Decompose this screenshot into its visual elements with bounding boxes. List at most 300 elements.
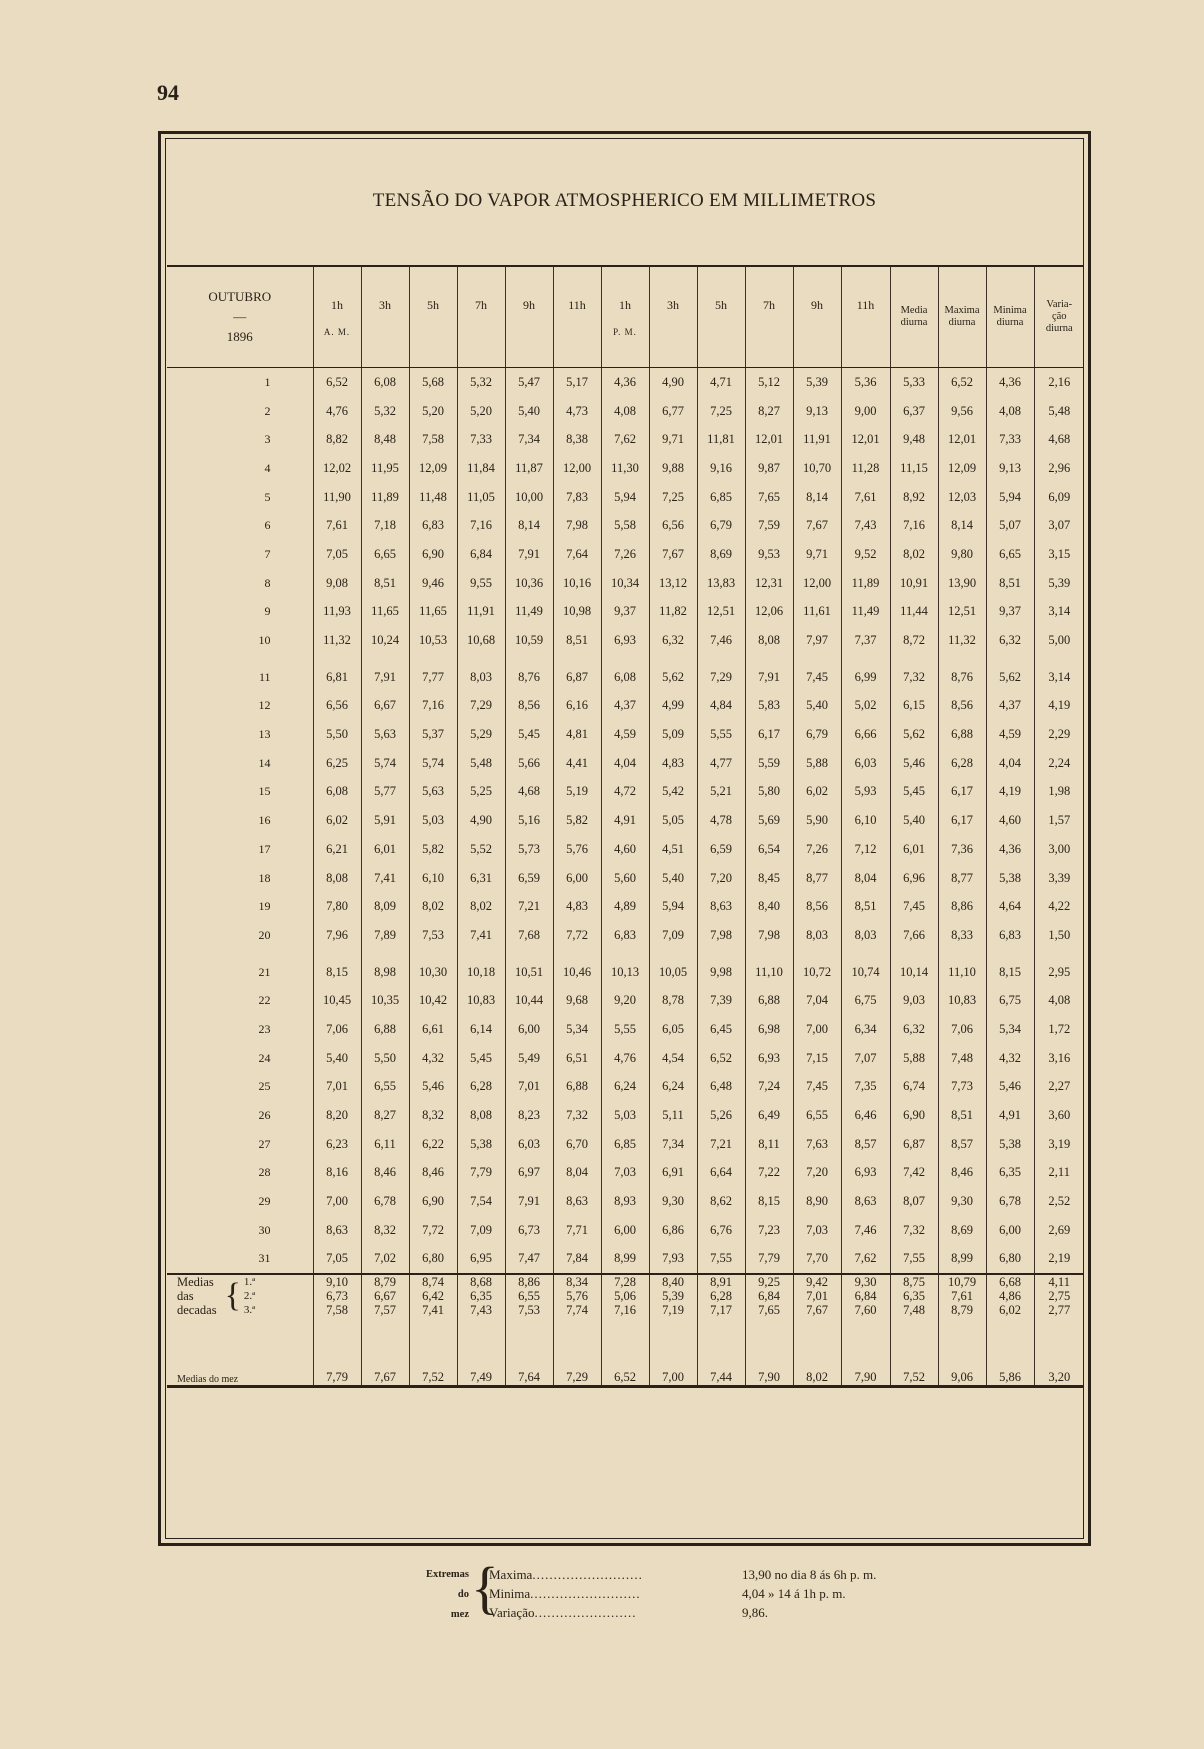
table-row	[167, 569, 1084, 598]
table-row	[167, 1187, 1084, 1216]
table-cell: 7,41	[457, 921, 505, 950]
table-cell: 4,83	[553, 892, 601, 921]
table-cell: 9,16	[697, 454, 745, 483]
table-cell: 7,80	[313, 892, 361, 921]
table-cell: 7,58	[409, 425, 457, 454]
header-variacao-diurna: Varia- ção diurna	[1034, 266, 1084, 368]
decada-value: 8,86	[518, 1275, 540, 1290]
decada-value: 6,67	[374, 1289, 396, 1304]
table-cell: 7,18	[361, 511, 409, 540]
table-cell: 6,98	[745, 1015, 793, 1044]
table-cell: 7,98	[553, 511, 601, 540]
decada-value: 9,25	[758, 1275, 780, 1290]
table-row	[167, 692, 1084, 721]
table-cell: 7,97	[793, 626, 841, 655]
table-cell: 7,70	[793, 1245, 841, 1275]
table-cell: 8,93	[601, 1187, 649, 1216]
table-cell: 5,26	[697, 1101, 745, 1130]
table-cell: 7,01	[313, 1073, 361, 1102]
table-cell: 6,23	[313, 1130, 361, 1159]
table-cell: 5,55	[601, 1015, 649, 1044]
table-cell: 7,72	[409, 1216, 457, 1245]
table-cell: 6,00	[986, 1216, 1034, 1245]
table-cell: 7,37	[841, 626, 890, 655]
mez-value: 7,64	[505, 1337, 553, 1387]
table-cell: 5,50	[313, 720, 361, 749]
decada-value: 9,30	[854, 1275, 877, 1290]
table-cell: 11,30	[601, 454, 649, 483]
table-cell: 6,16	[553, 692, 601, 721]
table-cell: 7,21	[505, 892, 553, 921]
spacer-cell	[841, 950, 890, 958]
table-cell: 6,75	[841, 986, 890, 1015]
extremas-values: 13,90 no dia 8 ás 6h p. m. 4,04 » 14 á 1h p. m. 9,86.	[742, 1567, 877, 1620]
decada-value: 8,91	[710, 1275, 732, 1290]
spacer-cell	[697, 950, 745, 958]
table-cell: 5,80	[745, 778, 793, 807]
table-cell: 11,65	[361, 598, 409, 627]
table-cell: 5,46	[409, 1073, 457, 1102]
table-cell: 6,83	[601, 921, 649, 950]
table-cell: 8,48	[361, 425, 409, 454]
table-cell: 10,59	[505, 626, 553, 655]
table-cell: 7,33	[457, 425, 505, 454]
table-cell: 7,02	[361, 1245, 409, 1275]
table-cell: 11,91	[457, 598, 505, 627]
table-cell: 6,76	[697, 1216, 745, 1245]
table-cell: 6,05	[649, 1015, 697, 1044]
day-number: 19	[258, 899, 271, 914]
table-cell: 8,90	[793, 1187, 841, 1216]
table-cell: 7,89	[361, 921, 409, 950]
table-cell: 11,44	[890, 598, 938, 627]
table-cell: 5,46	[986, 1073, 1034, 1102]
table-cell: 6,56	[649, 511, 697, 540]
table-cell: 6,88	[553, 1073, 601, 1102]
table-cell: 10,45	[313, 986, 361, 1015]
table-cell: 8,33	[938, 921, 986, 950]
spacer-cell	[409, 950, 457, 958]
spacer-cell	[986, 655, 1034, 663]
table-cell: 1,57	[1034, 806, 1084, 835]
table-cell: 11,28	[841, 454, 890, 483]
decada-value: 7,53	[518, 1303, 540, 1318]
spacer-cell	[745, 655, 793, 663]
table-cell: 5,62	[986, 663, 1034, 692]
table-row	[167, 1159, 1084, 1188]
table-cell: 7,55	[697, 1245, 745, 1275]
table-cell: 6,49	[745, 1101, 793, 1130]
table-cell: 10,91	[890, 569, 938, 598]
table-cell: 8,51	[938, 1101, 986, 1130]
decada-value: 6,02	[999, 1303, 1021, 1318]
table-cell: 5,74	[361, 749, 409, 778]
table-cell: 5,62	[649, 663, 697, 692]
table-cell: 7,23	[745, 1216, 793, 1245]
table-cell: 11,32	[313, 626, 361, 655]
table-cell: 6,85	[601, 1130, 649, 1159]
table-cell: 8,46	[409, 1159, 457, 1188]
decada-value: 7,01	[806, 1289, 828, 1304]
table-cell: 10,30	[409, 958, 457, 987]
table-cell: 8,09	[361, 892, 409, 921]
table-cell: 6,03	[841, 749, 890, 778]
table-cell: 4,04	[601, 749, 649, 778]
spacer-cell	[313, 655, 361, 663]
spacer-cell	[841, 655, 890, 663]
header-month-label: OUTUBRO	[208, 289, 272, 304]
table-cell: 4,68	[505, 778, 553, 807]
header-am: A. M.	[323, 326, 351, 337]
page-number: 94	[157, 80, 179, 105]
mez-value: 8,02	[793, 1337, 841, 1387]
mez-value: 6,52	[601, 1337, 649, 1387]
table-cell: 6,67	[361, 692, 409, 721]
table-cell: 4,84	[697, 692, 745, 721]
table-cell: 2,19	[1034, 1245, 1084, 1275]
spacer-cell	[505, 950, 553, 958]
table-cell: 7,41	[361, 864, 409, 893]
table-cell: 7,29	[457, 692, 505, 721]
table-cell: 7,45	[793, 663, 841, 692]
table-cell: 4,36	[986, 835, 1034, 864]
decada-value: 4,11	[1048, 1275, 1070, 1290]
table-cell: 7,36	[938, 835, 986, 864]
table-cell: 9,30	[938, 1187, 986, 1216]
table-cell: 7,45	[890, 892, 938, 921]
table-cell: 6,59	[505, 864, 553, 893]
table-cell: 8,76	[938, 663, 986, 692]
table-cell: 4,73	[553, 397, 601, 426]
table-cell: 7,42	[890, 1159, 938, 1188]
decada-cell	[745, 1274, 793, 1337]
day-number: 4	[264, 460, 271, 475]
table-cell: 5,88	[793, 749, 841, 778]
mez-value: 7,44	[697, 1337, 745, 1387]
table-cell: 1,50	[1034, 921, 1084, 950]
table-cell: 5,40	[313, 1044, 361, 1073]
table-cell: 11,65	[409, 598, 457, 627]
spacer-cell	[649, 950, 697, 958]
table-row	[167, 540, 1084, 569]
table-cell: 6,77	[649, 397, 697, 426]
decada-value: 8,79	[951, 1303, 973, 1318]
table-cell: 6,32	[986, 626, 1034, 655]
table-cell: 8,51	[361, 569, 409, 598]
table-cell: 4,54	[649, 1044, 697, 1073]
decada-cell	[409, 1274, 457, 1337]
table-cell: 6,21	[313, 835, 361, 864]
table-cell: 5,02	[841, 692, 890, 721]
table-cell: 4,81	[553, 720, 601, 749]
table-cell: 8,56	[938, 692, 986, 721]
table-cell: 10,36	[505, 569, 553, 598]
table-cell: 6,88	[745, 986, 793, 1015]
table-cell: 6,87	[890, 1130, 938, 1159]
table-cell: 5,73	[505, 835, 553, 864]
table-cell: 5,19	[553, 778, 601, 807]
table-cell: 8,40	[745, 892, 793, 921]
decada-cell	[697, 1274, 745, 1337]
day-number: 22	[258, 993, 271, 1008]
table-row	[167, 921, 1084, 950]
table-cell: 6,73	[505, 1216, 553, 1245]
table-cell: 5,34	[553, 1015, 601, 1044]
table-cell: 6,37	[890, 397, 938, 426]
table-cell: 4,72	[601, 778, 649, 807]
table-cell: 6,66	[841, 720, 890, 749]
table-cell: 5,25	[457, 778, 505, 807]
table-cell: 9,20	[601, 986, 649, 1015]
decada-value: 7,43	[470, 1303, 492, 1318]
table-cell: 4,22	[1034, 892, 1084, 921]
day-number: 30	[258, 1222, 271, 1237]
table-cell: 12,00	[793, 569, 841, 598]
spacer-cell	[601, 950, 649, 958]
table-row	[167, 598, 1084, 627]
table-row	[167, 663, 1084, 692]
table-cell: 5,07	[986, 511, 1034, 540]
table-cell: 9,00	[841, 397, 890, 426]
decada-value: 7,65	[758, 1303, 780, 1318]
table-cell: 6,15	[890, 692, 938, 721]
table-cell: 7,55	[890, 1245, 938, 1275]
mez-value: 9,06	[938, 1337, 986, 1387]
table-cell: 8,63	[841, 1187, 890, 1216]
day-number: 28	[258, 1165, 271, 1180]
table-cell: 6,56	[313, 692, 361, 721]
table-cell: 12,09	[409, 454, 457, 483]
table-cell: 7,91	[745, 663, 793, 692]
table-cell: 6,32	[649, 626, 697, 655]
table-cell: 8,02	[890, 540, 938, 569]
table-cell: 8,32	[409, 1101, 457, 1130]
table-cell: 5,69	[745, 806, 793, 835]
table-cell: 7,15	[793, 1044, 841, 1073]
table-cell: 4,36	[601, 368, 649, 397]
day-number: 29	[258, 1194, 271, 1209]
header-month	[167, 266, 313, 368]
table-cell: 11,91	[793, 425, 841, 454]
table-cell: 8,46	[938, 1159, 986, 1188]
table-cell: 5,38	[986, 1130, 1034, 1159]
table-cell: 10,83	[457, 986, 505, 1015]
table-cell: 10,70	[793, 454, 841, 483]
extremas-brace: {	[471, 1555, 499, 1620]
table-cell: 9,71	[649, 425, 697, 454]
decada-value: 6,55	[518, 1289, 540, 1304]
table-cell: 5,05	[649, 806, 697, 835]
table-cell: 7,25	[649, 483, 697, 512]
table-cell: 4,04	[986, 749, 1034, 778]
table-cell: 8,08	[457, 1101, 505, 1130]
table-cell: 6,02	[313, 806, 361, 835]
table-cell: 9,37	[601, 598, 649, 627]
table-cell: 9,37	[986, 598, 1034, 627]
decadas-body	[167, 1274, 1084, 1387]
table-cell: 8,20	[313, 1101, 361, 1130]
day-number: 5	[264, 489, 271, 504]
mez-value: 7,52	[409, 1337, 457, 1387]
day-number: 20	[258, 927, 271, 942]
table-cell: 6,17	[938, 778, 986, 807]
table-row	[167, 626, 1084, 655]
table-cell: 9,98	[697, 958, 745, 987]
table-cell: 8,07	[890, 1187, 938, 1216]
table-row	[167, 806, 1084, 835]
table-cell: 6,11	[361, 1130, 409, 1159]
table-cell: 6,90	[409, 540, 457, 569]
decada-value: 6,42	[422, 1289, 444, 1304]
table-cell: 5,83	[745, 692, 793, 721]
table-cell: 7,16	[457, 511, 505, 540]
decada-cell	[457, 1274, 505, 1337]
table-cell: 1,98	[1034, 778, 1084, 807]
header-dash: —	[233, 309, 247, 324]
spacer-cell	[986, 950, 1034, 958]
table-cell: 4,90	[457, 806, 505, 835]
table-cell: 8,14	[505, 511, 553, 540]
table-cell: 7,96	[313, 921, 361, 950]
table-cell: 8,62	[697, 1187, 745, 1216]
table-cell: 7,46	[841, 1216, 890, 1245]
header-hour: 3h	[361, 266, 409, 368]
table-cell: 3,39	[1034, 864, 1084, 893]
table-cell: 7,91	[361, 663, 409, 692]
table-cell: 6,93	[841, 1159, 890, 1188]
table-cell: 6,80	[986, 1245, 1034, 1275]
table-cell: 8,03	[793, 921, 841, 950]
table-cell: 11,89	[361, 483, 409, 512]
table-cell: 3,15	[1034, 540, 1084, 569]
table-cell: 4,71	[697, 368, 745, 397]
table-cell: 7,32	[890, 1216, 938, 1245]
mez-value: 3,20	[1034, 1337, 1084, 1387]
table-cell: 6,88	[938, 720, 986, 749]
table-cell: 5,82	[553, 806, 601, 835]
table-cell: 9,08	[313, 569, 361, 598]
table-cell: 5,00	[1034, 626, 1084, 655]
table-cell: 5,21	[697, 778, 745, 807]
spacer-cell	[890, 655, 938, 663]
table-cell: 9,13	[986, 454, 1034, 483]
table-cell: 10,53	[409, 626, 457, 655]
table-cell: 6,17	[938, 806, 986, 835]
table-cell: 11,89	[841, 569, 890, 598]
day-number: 11	[258, 669, 271, 684]
spacer-cell	[938, 950, 986, 958]
decada-value: 9,10	[326, 1275, 348, 1290]
decada-cell	[313, 1274, 361, 1337]
table-cell: 7,03	[601, 1159, 649, 1188]
decada-cell	[361, 1274, 409, 1337]
table-cell: 7,59	[745, 511, 793, 540]
table-frame	[158, 131, 1091, 1620]
table-row	[167, 1044, 1084, 1073]
table-cell: 6,22	[409, 1130, 457, 1159]
decada-value: 7,60	[854, 1303, 877, 1318]
table-body	[167, 368, 1084, 1275]
table-cell: 5,46	[890, 749, 938, 778]
table-cell: 8,27	[745, 397, 793, 426]
table-cell: 4,08	[601, 397, 649, 426]
decada-value: 7,19	[662, 1303, 684, 1318]
spacer-cell	[890, 950, 938, 958]
table-cell: 10,24	[361, 626, 409, 655]
table-cell: 5,94	[986, 483, 1034, 512]
table-cell: 5,90	[793, 806, 841, 835]
header-media-diurna: Media diurna	[890, 266, 938, 368]
table-cell: 11,32	[938, 626, 986, 655]
table-cell: 8,51	[553, 626, 601, 655]
table-cell: 4,64	[986, 892, 1034, 921]
table-cell: 7,79	[457, 1159, 505, 1188]
table-cell: 5,11	[649, 1101, 697, 1130]
table-cell: 2,27	[1034, 1073, 1084, 1102]
decada-value: 5,06	[614, 1289, 636, 1304]
table-cell: 4,32	[986, 1044, 1034, 1073]
header-hour: 5h	[409, 266, 457, 368]
table-cell: 6,99	[841, 663, 890, 692]
spacer-cell	[361, 655, 409, 663]
table-cell: 7,03	[793, 1216, 841, 1245]
table-cell: 4,36	[986, 368, 1034, 397]
table-cell: 6,83	[986, 921, 1034, 950]
day-number: 10	[258, 633, 271, 648]
decada-value: 8,75	[903, 1275, 925, 1290]
table-cell: 8,99	[938, 1245, 986, 1275]
table-cell: 8,92	[890, 483, 938, 512]
table-cell: 11,84	[457, 454, 505, 483]
table-cell: 8,15	[313, 958, 361, 987]
table-cell: 9,48	[890, 425, 938, 454]
day-number: 13	[258, 727, 271, 742]
table-cell: 6,25	[313, 749, 361, 778]
table-cell: 5,36	[841, 368, 890, 397]
table-cell: 9,88	[649, 454, 697, 483]
decada-value: 6,84	[854, 1289, 877, 1304]
table-cell: 6,91	[649, 1159, 697, 1188]
table-cell: 5,45	[505, 720, 553, 749]
decada-value: 2,75	[1048, 1289, 1071, 1304]
table-cell: 8,45	[745, 864, 793, 893]
decada-value: 4,86	[999, 1289, 1021, 1304]
table-cell: 4,37	[601, 692, 649, 721]
table-cell: 8,08	[745, 626, 793, 655]
table-row	[167, 425, 1084, 454]
spacer-cell	[553, 655, 601, 663]
decada-cell	[553, 1274, 601, 1337]
table-cell: 5,88	[890, 1044, 938, 1073]
table-row	[167, 483, 1084, 512]
table-cell: 7,33	[986, 425, 1034, 454]
table-row	[167, 892, 1084, 921]
table-cell: 9,03	[890, 986, 938, 1015]
table-cell: 4,83	[649, 749, 697, 778]
decada-value: 9,42	[806, 1275, 828, 1290]
mez-value: 7,90	[745, 1337, 793, 1387]
vapor-tension-table	[167, 265, 1084, 1388]
table-cell: 7,39	[697, 986, 745, 1015]
table-cell: 7,72	[553, 921, 601, 950]
table-cell: 12,02	[313, 454, 361, 483]
table-cell: 7,61	[313, 511, 361, 540]
table-cell: 6,61	[409, 1015, 457, 1044]
decada-value: 7,16	[614, 1303, 636, 1318]
table-cell: 6,46	[841, 1101, 890, 1130]
table-cell: 12,51	[697, 598, 745, 627]
mez-value: 7,90	[841, 1337, 890, 1387]
